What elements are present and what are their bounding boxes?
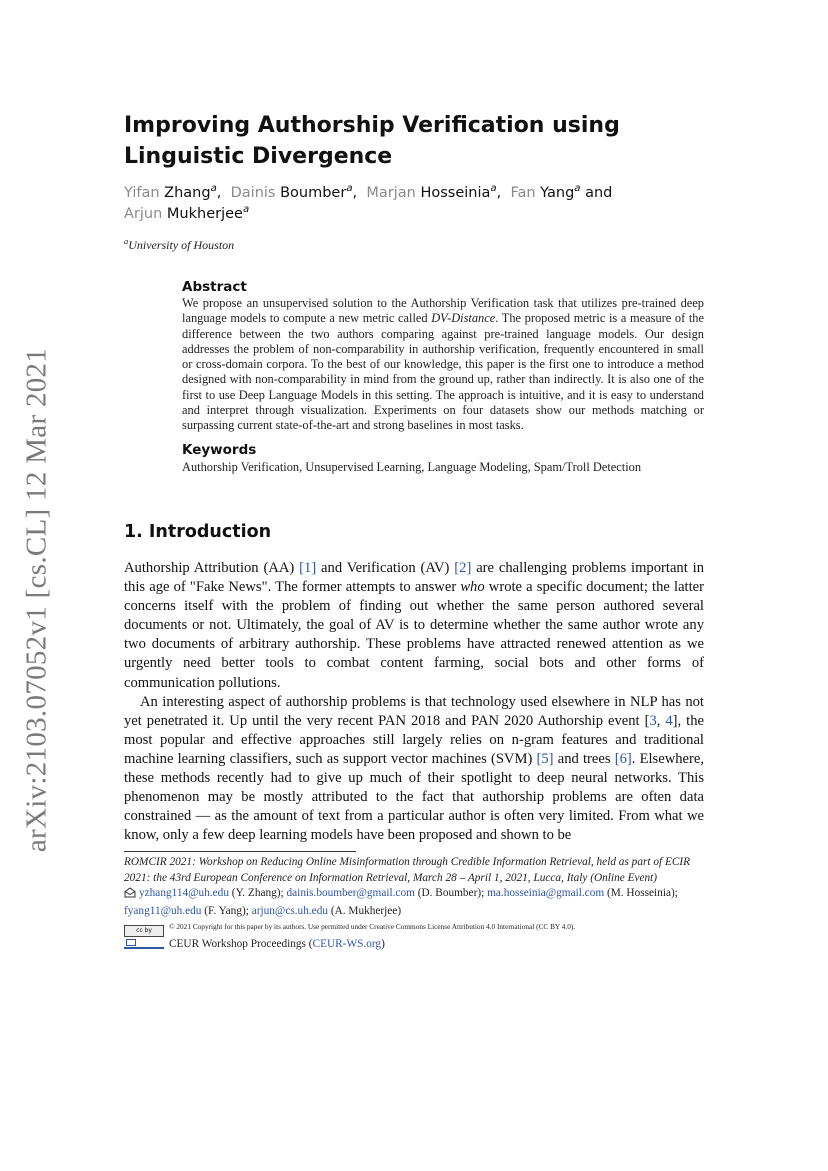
author: Arjun Mukherjee$^a$ bbox=[124, 204, 250, 222]
keywords-text: Authorship Verification, Unsupervised Learning, Language Modeling, Spam/Troll Detection bbox=[182, 460, 642, 474]
venue-note: ROMCIR 2021: Workshop on Reducing Online Misinformation through Credible Information Retrieval, held as part of ECIR 2021: the 43rd European Conference on Information Retrieval, March 28 – April 1, 2021, Lucca, Italy (Online Event) bbox=[124, 856, 691, 884]
ceur-link[interactable]: CEUR-WS.org bbox=[312, 938, 382, 950]
author-emails: yzhang114@uh.edu (Y. Zhang); dainis.boumber@gmail.com (D. Boumber); ma.hosseinia@gmail.com (M. Hosseinia); fyang11@uh.edu (F. Yang); arjun@cs.uh.edu (A. Mukherjee) bbox=[124, 887, 678, 917]
citation-link[interactable]: 3 bbox=[649, 712, 657, 729]
email-link[interactable]: arjun@cs.uh.edu bbox=[251, 904, 328, 917]
footnote-rule bbox=[124, 851, 356, 852]
footnote bbox=[124, 855, 709, 953]
abstract-text: We propose an unsupervised solution to the Authorship Verification task that utilizes pre-trained deep language models to compute a new metric called DV-Distance. The proposed metric is a measure of the difference between the two authors comparing against pre-trained language models. Our design addresses the problem of non-comparability in authorship verification, frequently encountered in small or cross-domain corpora. To the best of our knowledge, this paper is the first one to introduce a method designed with non-comparability in mind from the ground up, rather than indirectly. It is also one of the first to use Deep Language Models in this setting. The approach is intuitive, and it is easy to understand and interpret through visualization. Experiments on four datasets show our methods matching or surpassing current state-of-the-art and strong baselines in most tasks. bbox=[182, 296, 704, 433]
citation-link[interactable]: 4 bbox=[665, 712, 673, 729]
author-list: Yifan Zhang$^a$, Dainis Boumber$^a$, Marjan Hosseinia$^a$, Fan Yang$^a$ and Arjun Mukherjee$^a$ bbox=[124, 183, 613, 222]
affiliation: $^a$University of Houston bbox=[124, 237, 235, 252]
citation-link[interactable]: [5] bbox=[536, 750, 554, 767]
introduction-body bbox=[124, 559, 704, 845]
author: Yifan Zhang$^a$ bbox=[124, 183, 217, 201]
citation-link[interactable]: [1] bbox=[299, 560, 317, 576]
paragraph: An interesting aspect of authorship problems is that technology used elsewhere in NLP has not yet penetrated it. Up until the very recent PAN 2018 and PAN 2020 Authorship event [3, 4], the most popular and effective approaches still largely relies on n-gram features and traditional machine learning classifiers, such as support vector machines (SVM) [5] and trees [6]. Elsewhere, these methods recently had to give up much of their spotlight to deep neural networks. This phenomenon may be mostly attributed to the fact that authorship problems are often data constrained — as the amount of text from a particular author is often very limited. From what we know, only a few deep learning models have been proposed and shown to be bbox=[124, 693, 704, 844]
email-link[interactable]: ma.hosseinia@gmail.com bbox=[487, 887, 605, 899]
email-link[interactable]: yzhang114@uh.edu bbox=[139, 887, 229, 899]
citation-link[interactable]: [2] bbox=[454, 560, 472, 576]
keywords-heading: Keywords bbox=[182, 442, 257, 458]
paragraph: Authorship Attribution (AA) [1] and Verification (AV) [2] are challenging problems important in this age of "Fake News". The former attempts to answer who wrote a specific document; the latter concerns itself with the problem of finding out whether the same person authored several documents or not. Ultimately, the goal of AV is to determine whether the same author wrote any two documents of arbitrary authorship. These problems have attracted renewed attention as we urgently need better tools to combat content farming, social bots and other forms of communication pollutions. bbox=[124, 560, 704, 691]
section-heading-introduction: 1. Introduction bbox=[124, 522, 272, 542]
abstract-heading: Abstract bbox=[182, 279, 247, 295]
cc-by-badge-icon: cc by bbox=[124, 925, 164, 937]
author: Dainis Boumber$^a$ bbox=[230, 183, 353, 201]
copyright-line: cc by © 2021 Copyright for this paper by its authors. Use permitted under Creative Commons License Attribution 4.0 International (CC BY 4.0). bbox=[124, 919, 709, 937]
email-link[interactable]: dainis.boumber@gmail.com bbox=[286, 887, 415, 899]
author: Fan Yang$^a$ bbox=[510, 183, 581, 201]
paper-title: Improving Authorship Verification using Linguistic Divergence bbox=[124, 113, 620, 169]
arxiv-identifier: arXiv:2103.07052v1 [cs.CL] 12 Mar 2021 bbox=[20, 347, 53, 853]
arxiv-sidebar bbox=[12, 347, 62, 853]
ceur-logo-icon bbox=[124, 938, 164, 949]
author: Marjan Hosseinia$^a$ bbox=[366, 183, 497, 201]
ceur-line: CEUR Workshop Proceedings (CEUR-WS.org) bbox=[124, 937, 709, 953]
envelope-icon bbox=[124, 887, 136, 904]
citation-link[interactable]: [6] bbox=[614, 750, 632, 767]
email-link[interactable]: fyang11@uh.edu bbox=[124, 904, 202, 917]
